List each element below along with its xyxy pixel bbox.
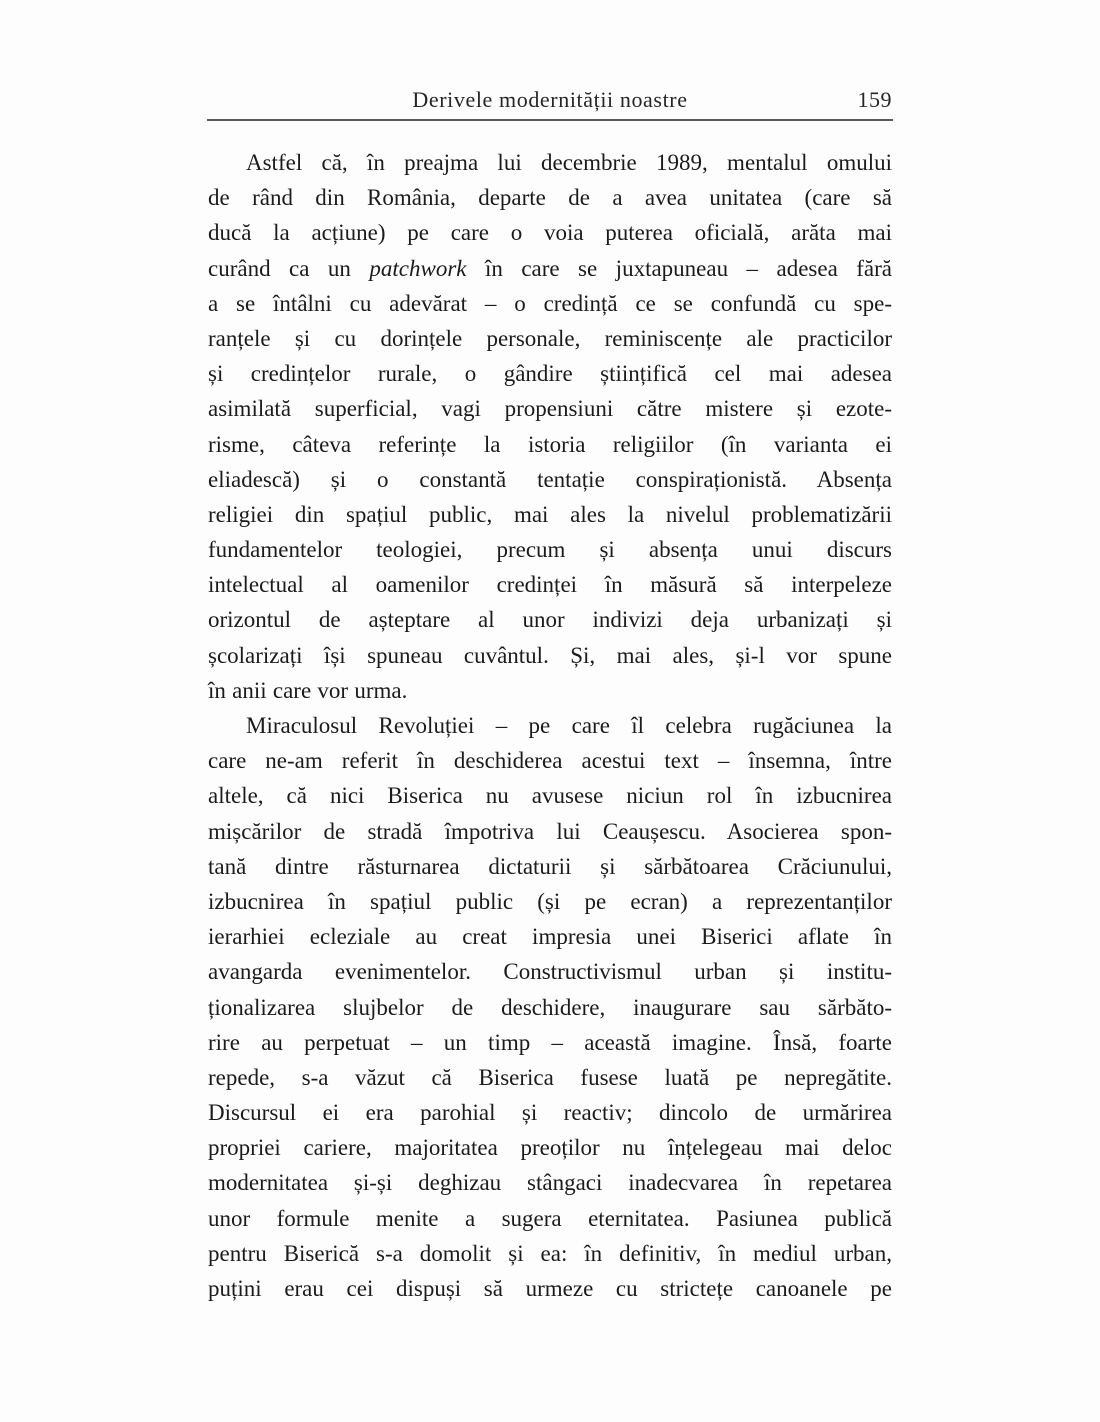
text-run: orizontul de așteptare al unor indivizi deja urbanizați și — [208, 607, 892, 633]
text-run: intelectual al oamenilor credinței în măsură să interpeleze — [208, 572, 892, 598]
text-run: curând ca un — [208, 255, 370, 281]
text-run: risme, câteva referințe la istoria religiilor (în varianta ei — [208, 431, 892, 457]
text-line — [208, 673, 892, 708]
text-line — [208, 1095, 892, 1130]
text-line — [208, 145, 892, 180]
text-line — [208, 778, 892, 813]
text-line — [208, 462, 892, 497]
italic-text-run: patchwork — [369, 255, 467, 281]
text-line — [208, 743, 892, 778]
page-number: 159 — [857, 87, 892, 112]
text-run: Miraculosul Revoluției – pe care îl celebra rugăciunea la — [246, 713, 892, 738]
text-line — [208, 602, 892, 637]
text-line — [208, 919, 892, 954]
text-line — [208, 215, 892, 250]
text-run: rire au perpetuat – un timp – această imagine. Însă, foarte — [208, 1029, 892, 1055]
text-run: și credințelor rurale, o gândire științifică cel mai adesea — [208, 361, 892, 387]
text-line — [208, 884, 892, 919]
text-line — [208, 990, 892, 1025]
text-line — [208, 427, 892, 462]
text-run: propriei cariere, majoritatea preoților nu înțelegeau mai deloc — [208, 1135, 892, 1161]
text-line — [208, 1130, 892, 1165]
text-run: asimilată superficial, vagi propensiuni către mistere și ezote- — [208, 396, 892, 422]
text-run: pentru Biserică s-a domolit și ea: în definitiv, în mediul urban, — [208, 1240, 892, 1266]
text-line — [208, 180, 892, 215]
text-run: a se întâlni cu adevărat – o credință ce se confundă cu spe- — [208, 290, 892, 316]
text-run: școlarizați își spuneau cuvântul. Și, mai ales, și-l vor spune — [208, 642, 892, 668]
text-line — [208, 1271, 892, 1306]
text-run: modernitatea și-și deghizau stângaci inadecvarea în repetarea — [208, 1170, 892, 1196]
text-run: izbucnirea în spațiul public (și pe ecran) a reprezentanților — [208, 888, 892, 914]
text-run: ierarhiei ecleziale au creat impresia unei Biserici aflate în — [208, 924, 892, 950]
text-line — [208, 532, 892, 567]
text-line — [208, 356, 892, 391]
text-line — [208, 1201, 892, 1236]
body-text — [208, 145, 892, 1306]
text-line — [208, 391, 892, 426]
text-line — [208, 1025, 892, 1060]
text-run: care ne-am referit în deschiderea acestui text – însemna, între — [208, 748, 892, 774]
text-run: eliadescă) și o constantă tentație conspiraționistă. Absența — [208, 466, 892, 492]
text-line — [208, 286, 892, 321]
text-line — [208, 708, 892, 743]
text-run: de rând din România, departe de a avea unitatea (care să — [208, 185, 892, 211]
running-title: Derivele modernității noastre — [412, 87, 688, 112]
text-run: Astfel că, în preajma lui decembrie 1989, mentalul omului — [246, 150, 892, 175]
text-line — [208, 954, 892, 989]
running-header — [208, 85, 892, 115]
text-line — [208, 251, 892, 286]
text-run: ducă la acțiune) pe care o voia puterea oficială, arăta mai — [208, 220, 892, 246]
text-line — [208, 1060, 892, 1095]
text-run: tană dintre răsturnarea dictaturii și sărbătoarea Crăciunului, — [208, 853, 892, 879]
text-line — [208, 638, 892, 673]
text-run: repede, s-a văzut că Biserica fusese luată pe nepregătite. — [208, 1064, 892, 1090]
text-run: unor formule menite a sugera eternitatea. Pasiunea publică — [208, 1205, 892, 1231]
text-line — [208, 1165, 892, 1200]
text-run: în anii care vor urma. — [208, 677, 408, 703]
text-run: puțini erau cei dispuși să urmeze cu strictețe canoanele pe — [208, 1276, 892, 1301]
header-rule — [207, 119, 893, 121]
text-run: avangarda evenimentelor. Constructivismul urban și institu- — [208, 959, 892, 985]
text-line — [208, 1236, 892, 1271]
text-run: ționalizarea slujbelor de deschidere, inaugurare sau sărbăto- — [208, 994, 892, 1020]
text-run: ranțele și cu dorințele personale, reminiscențe ale practicilor — [208, 325, 892, 351]
text-run: mișcărilor de stradă împotriva lui Ceaușescu. Asocierea spon- — [208, 818, 892, 844]
text-run: în care se juxtapuneau – adesea fără — [466, 255, 892, 281]
text-line — [208, 849, 892, 884]
text-line — [208, 814, 892, 849]
text-run: Discursul ei era parohial și reactiv; dincolo de urmărirea — [208, 1100, 892, 1126]
text-line — [208, 321, 892, 356]
text-line — [208, 567, 892, 602]
text-run: religiei din spațiul public, mai ales la nivelul problematizării — [208, 501, 892, 527]
text-line — [208, 497, 892, 532]
text-run: fundamentelor teologiei, precum și absența unui discurs — [208, 537, 892, 563]
text-run: altele, că nici Biserica nu avusese niciun rol în izbucnirea — [208, 783, 892, 809]
